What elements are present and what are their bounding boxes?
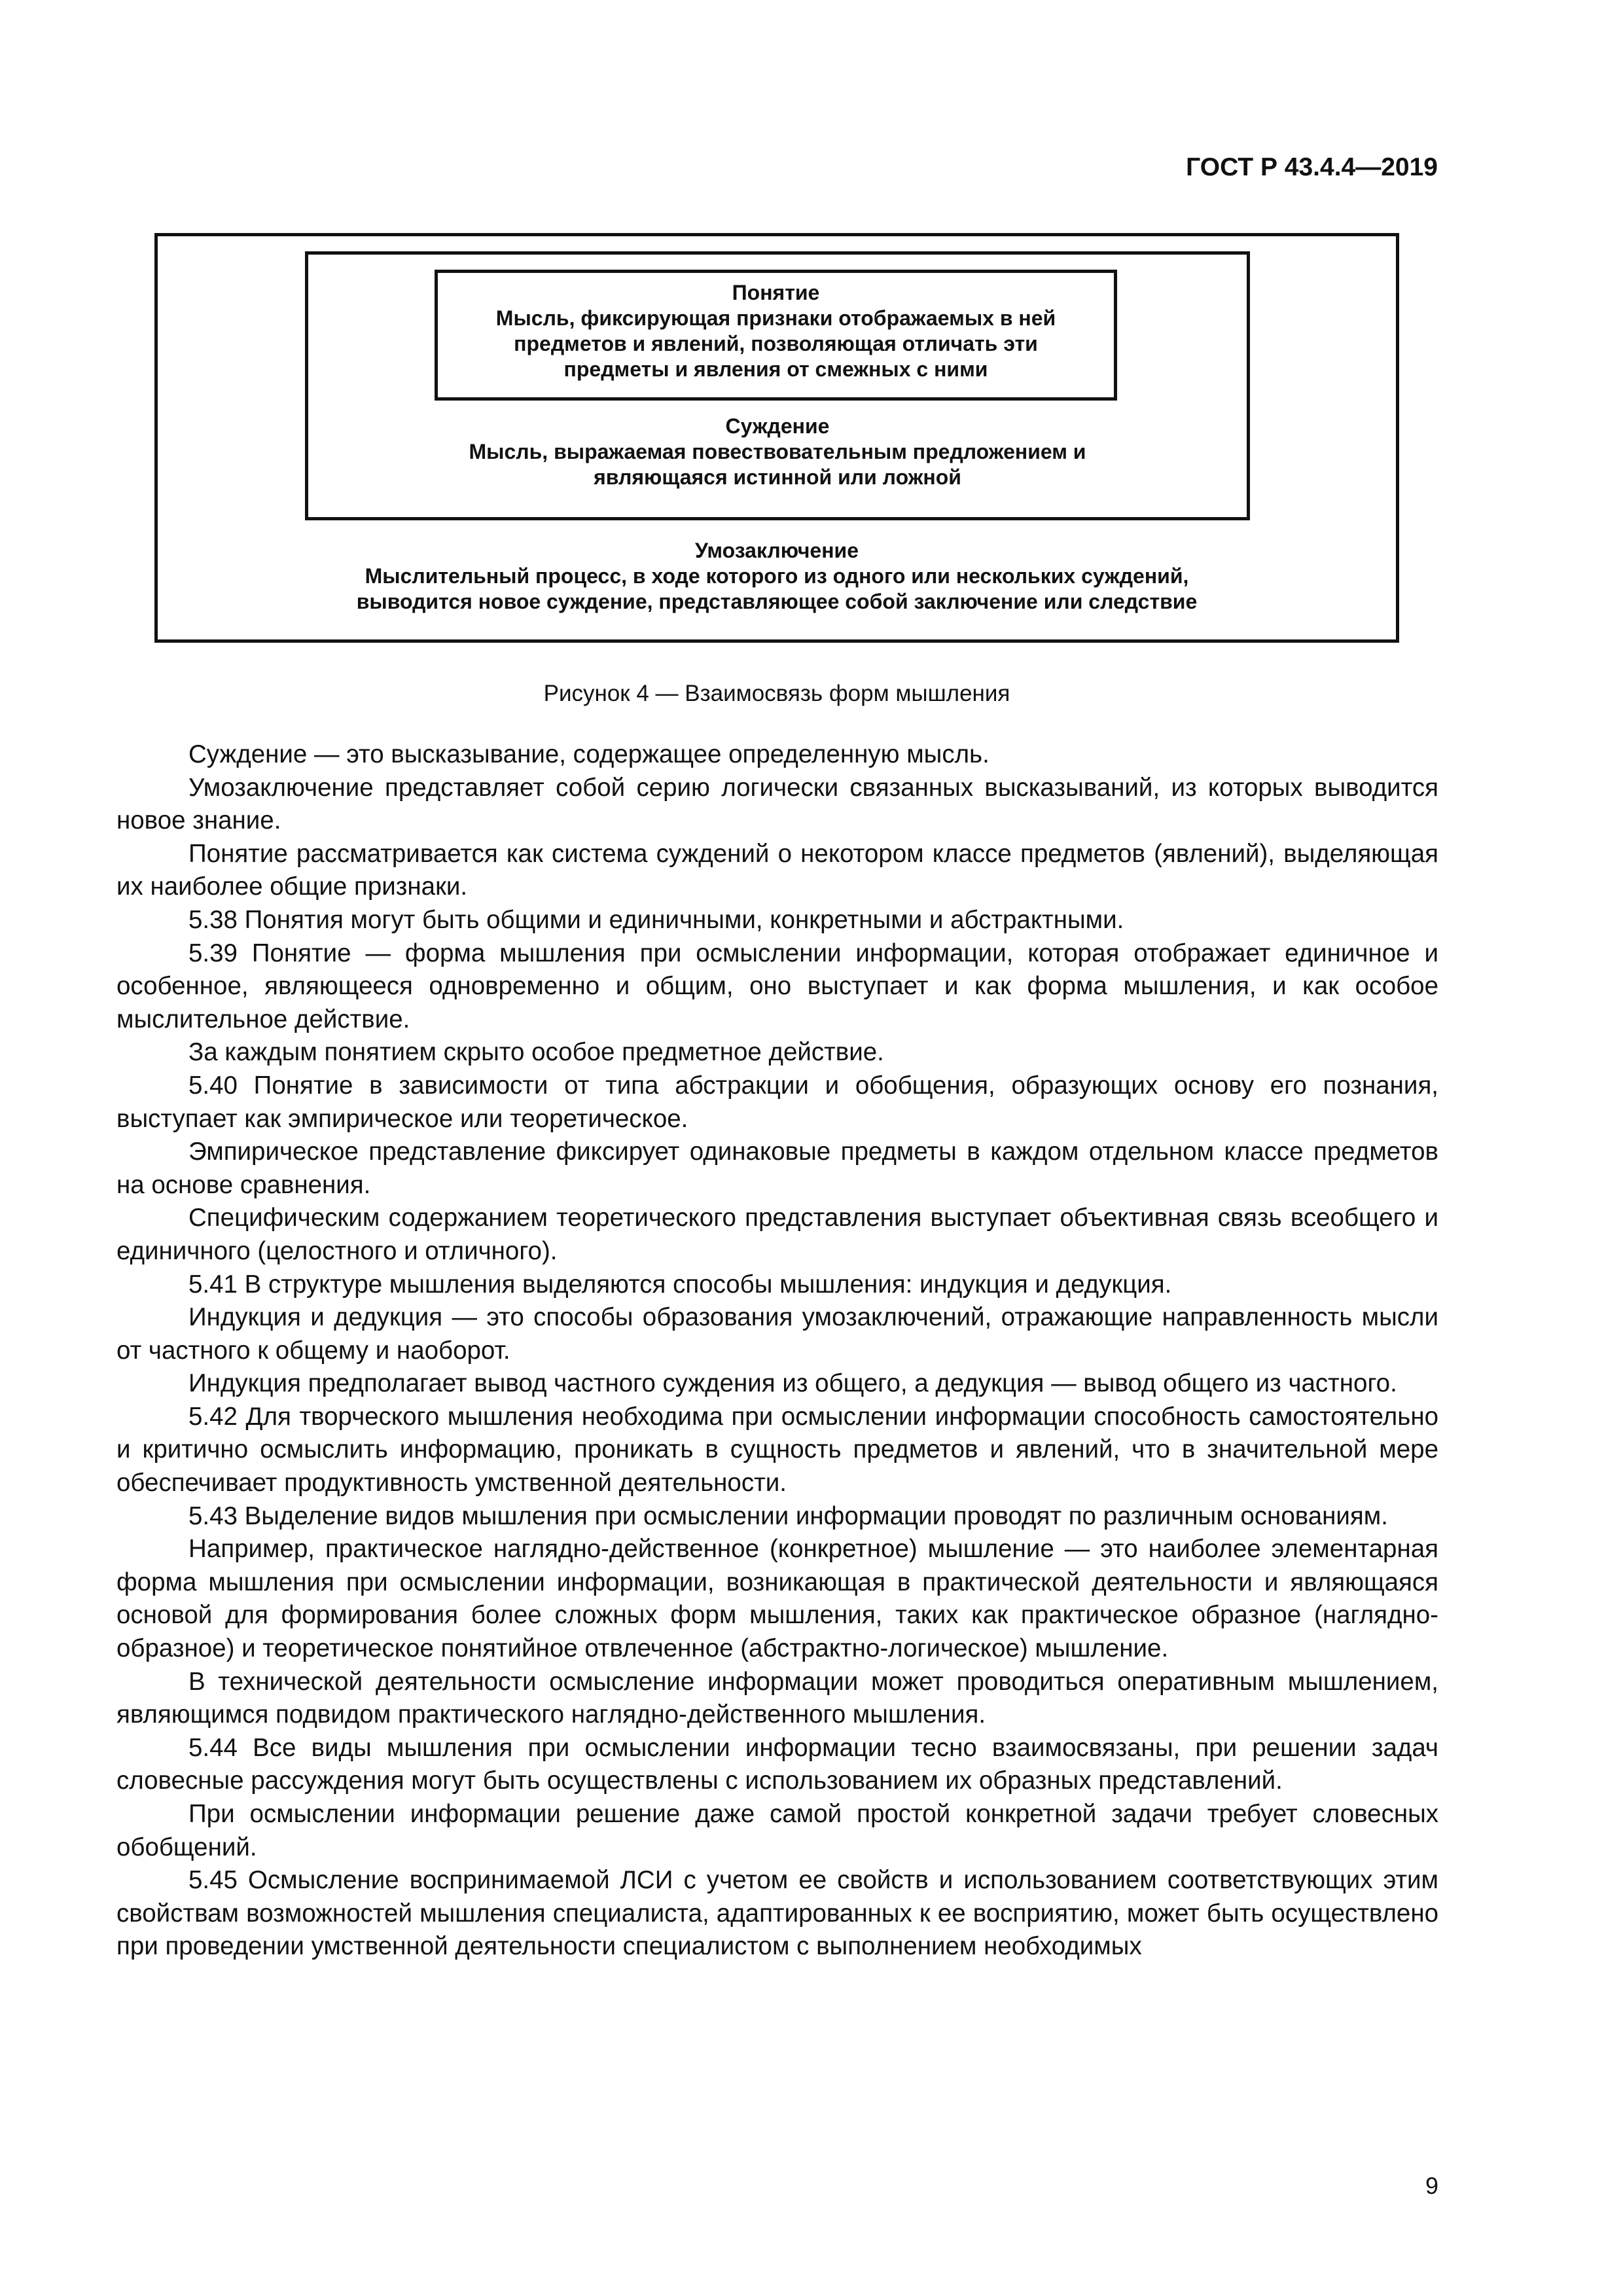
- figure-inference-block: [165, 538, 1389, 615]
- figure-concept-line: Мысль, фиксирующая признаки отображаемых в ней: [495, 306, 1056, 330]
- paragraph: 5.38 Понятия могут быть общими и единичными, конкретными и абстрактными.: [188, 905, 1124, 934]
- paragraph: Индукция предполагает вывод частного суждения из общего, а дедукция — вывод общего из частного.: [188, 1369, 1397, 1398]
- paragraph: Индукция и дедукция — это способы образования умозаключений, отражающие направленность мысли от частного к общему и наоборот.: [116, 1303, 1438, 1365]
- document-id: ГОСТ Р 43.4.4—2019: [1186, 153, 1438, 181]
- figure-concept-title: Понятие: [732, 281, 820, 304]
- paragraph: 5.42 Для творческого мышления необходима при осмыслении информации способность самостоятельно и критично осмыслить информацию, проникать в сущность предметов и явлений, что в значительной мере обеспечивает продуктивность умственной деятельности.: [116, 1402, 1438, 1498]
- paragraph: Специфическим содержанием теоретического представления выступает объективная связь всеобщего и единичного (целостного и отличного).: [116, 1204, 1438, 1265]
- figure-inference-line: выводится новое суждение, представляющее собой заключение или следствие: [356, 590, 1198, 613]
- paragraph: Суждение — это высказывание, содержащее определенную мысль.: [188, 740, 990, 768]
- figure-judgment-line: являющаяся истинной или ложной: [594, 465, 961, 489]
- figure-inference-line: Мыслительный процесс, в ходе которого из одного или нескольких суждений,: [365, 564, 1189, 588]
- paragraph: 5.44 Все виды мышления при осмыслении информации тесно взаимосвязаны, при решении задач словесные рассуждения могут быть осуществлены с использованием их образных представлений.: [116, 1733, 1438, 1795]
- paragraph: Понятие рассматривается как система суждений о некотором классе предметов (явлений), выделяющая их наиболее общие признаки.: [116, 839, 1438, 901]
- paragraph: 5.39 Понятие — форма мышления при осмыслении информации, которая отображает единичное и особенное, являющееся одновременно и общим, оно выступает и как форма мышления, и как особое мыслительное действие.: [116, 939, 1438, 1033]
- page-number: 9: [1425, 2172, 1438, 2199]
- figure-concept-line: предметы и явления от смежных с ними: [563, 357, 988, 381]
- paragraph: 5.40 Понятие в зависимости от типа абстракции и обобщения, образующих основу его познания, выступает как эмпирическое или теоретическое.: [116, 1071, 1438, 1133]
- paragraph: Эмпирическое представление фиксирует одинаковые предметы в каждом отдельном классе предметов на основе сравнения.: [116, 1138, 1438, 1199]
- body-text: [116, 738, 1438, 1964]
- paragraph: 5.45 Осмысление воспринимаемой ЛСИ с учетом ее свойств и использованием соответствующих этим свойствам возможностей мышления специалиста, адаптированных к ее восприятию, может быть осуществлено при проведении умственной деятельности специалистом с выполнением необходимых: [116, 1866, 1438, 1961]
- figure-judgment-block: [314, 414, 1241, 490]
- figure-judgment-title: Суждение: [725, 414, 830, 438]
- figure-inference-title: Умозаключение: [695, 539, 859, 562]
- figure-concept-line: предметов и явлений, позволяющая отличать эти: [514, 332, 1038, 355]
- paragraph: Например, практическое наглядно-действенное (конкретное) мышление — это наиболее элементарная форма мышления при осмыслении информации, возникающая в практической деятельности и являющаяся основой для формирования более сложных форм мышления, таких как практическое образное (наглядно-образное) и теоретическое понятийное отвлеченное (абстрактно-логическое) мышление.: [116, 1535, 1438, 1663]
- paragraph: 5.43 Выделение видов мышления при осмыслении информации проводят по различным основаниям.: [188, 1501, 1388, 1530]
- paragraph: 5.41 В структуре мышления выделяются способы мышления: индукция и дедукция.: [188, 1270, 1172, 1299]
- paragraph: При осмыслении информации решение даже самой простой конкретной задачи требует словесных обобщений.: [116, 1800, 1438, 1861]
- figure-caption: Рисунок 4 — Взаимосвязь форм мышления: [543, 681, 1010, 706]
- paragraph: За каждым понятием скрыто особое предметное действие.: [188, 1038, 884, 1067]
- figure-judgment-line: Мысль, выражаемая повествовательным предложением и: [469, 440, 1086, 463]
- paragraph: В технической деятельности осмысление информации может проводиться оперативным мышлением, являющимся подвидом практического наглядно-действенного мышления.: [116, 1667, 1438, 1729]
- paragraph: Умозаключение представляет собой серию логически связанных высказываний, из которых выводится новое знание.: [116, 773, 1438, 835]
- figure-concept-block: [445, 280, 1107, 382]
